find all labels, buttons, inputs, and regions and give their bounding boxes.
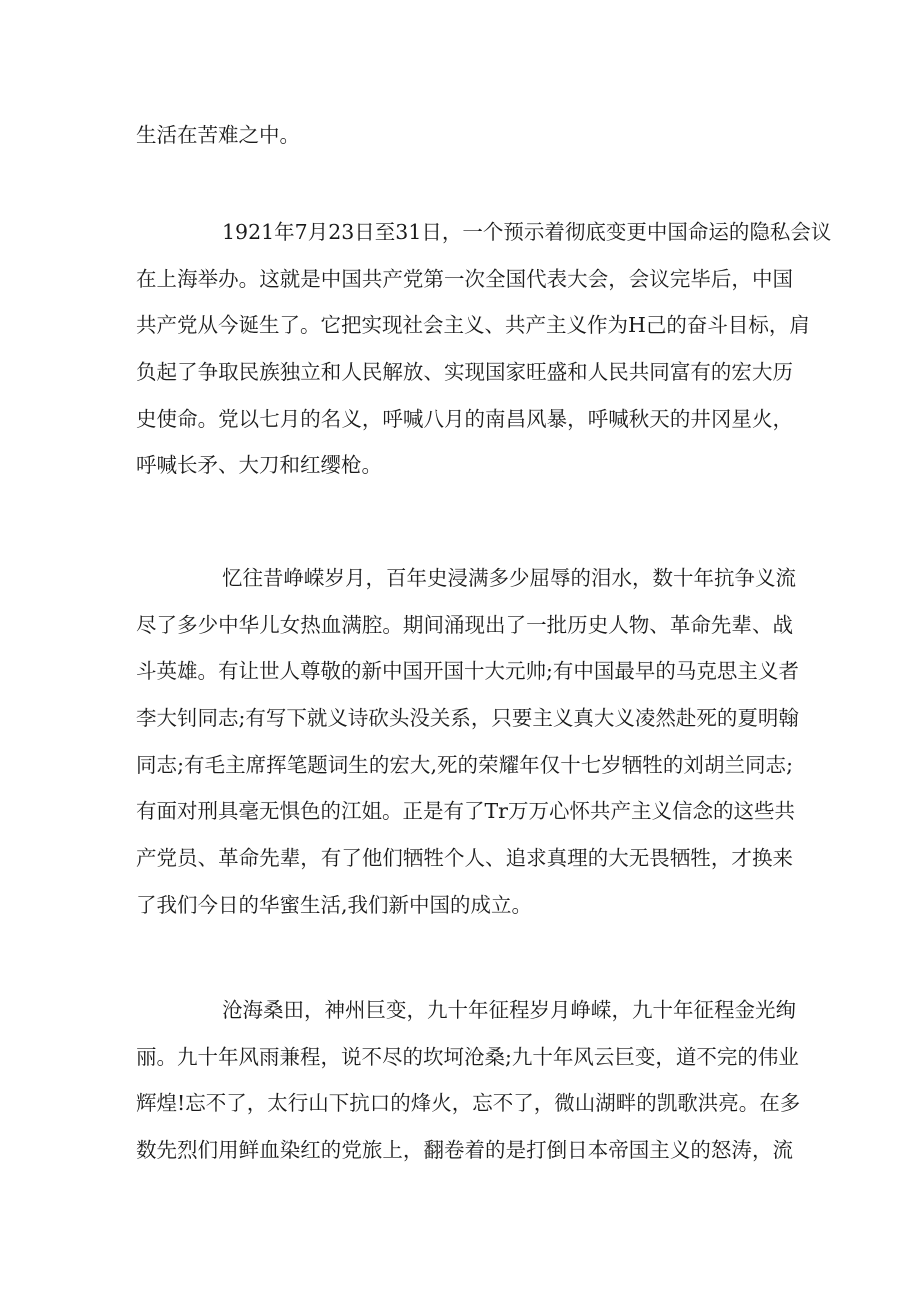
text-line: 史使命。党以七月的名义，呼喊八月的南昌风暴，呼喊秋天的井冈星火，: [136, 406, 793, 431]
paragraph-1: [136, 112, 793, 159]
text-line: 了我们今日的华蜜生活,我们新中国的成立。: [136, 892, 533, 917]
paragraph-4: [136, 987, 801, 1174]
text-line: 共产党从今诞生了。它把实现社会主义、共产主义作为H己的奋斗目标，肩: [136, 313, 810, 338]
text-line: 有面对刑具毫无惧色的江姐。正是有了Tr万万心怀共产主义信念的这些共: [136, 799, 795, 824]
text-line: 辉煌!忘不了，太行山下抗口的烽火，忘不了，微山湖畔的凯歌洪亮。在多: [136, 1091, 801, 1116]
text-line: 忆往昔峥嵘岁月，百年史浸满多少屈辱的泪水，数十年抗争义流: [222, 566, 796, 590]
text-line: 1921年7月23日至31日，一个预示着彻底变更中国命运的隐私会议: [222, 220, 832, 244]
text-line: 数先烈们用鲜血染红的党旅上，翻卷着的是打倒日本帝国主义的怒涛，流: [136, 1138, 793, 1163]
text-line: 呼喊长矛、大刀和红缨枪。: [136, 453, 382, 478]
paragraph-2: [136, 209, 832, 489]
text-line: 在上海举办。这就是中国共产党第一次全国代表大会，会议完毕后，中国: [136, 266, 793, 291]
text-line: 产党员、革命先辈，有了他们牺牲个人、追求真理的大无畏牺牲，才换来: [136, 846, 793, 871]
text-line: 生活在苦难之中。: [136, 123, 300, 147]
text-line: 尽了多少中华儿女热血满腔。期间涌现出了一批历史人物、革命先辈、战: [136, 612, 793, 637]
text-line: 负起了争取民族独立和人民解放、实现国家旺盛和人民共同富有的宏大历: [136, 360, 793, 385]
paragraph-3: [136, 555, 799, 929]
text-line: 丽。九十年风雨兼程，说不尽的坎坷沧桑;九十年风云巨变，道不完的伟业: [136, 1044, 799, 1069]
text-line: 同志;有毛主席挥笔题词生的宏大,死的荣耀年仅十七岁牺牲的刘胡兰同志;: [136, 752, 793, 777]
text-line: 沧海桑田，神州巨变，九十年征程岁月峥嵘，九十年征程金光绚: [222, 998, 796, 1022]
text-line: 李大钊同志;有写下就义诗砍头没关系，只要主义真大义凌然赴死的夏明翰: [136, 706, 799, 731]
text-line: 斗英雄。有让世人尊敬的新中国开国十大元帅;有中国最早的马克思主义者: [136, 659, 799, 684]
